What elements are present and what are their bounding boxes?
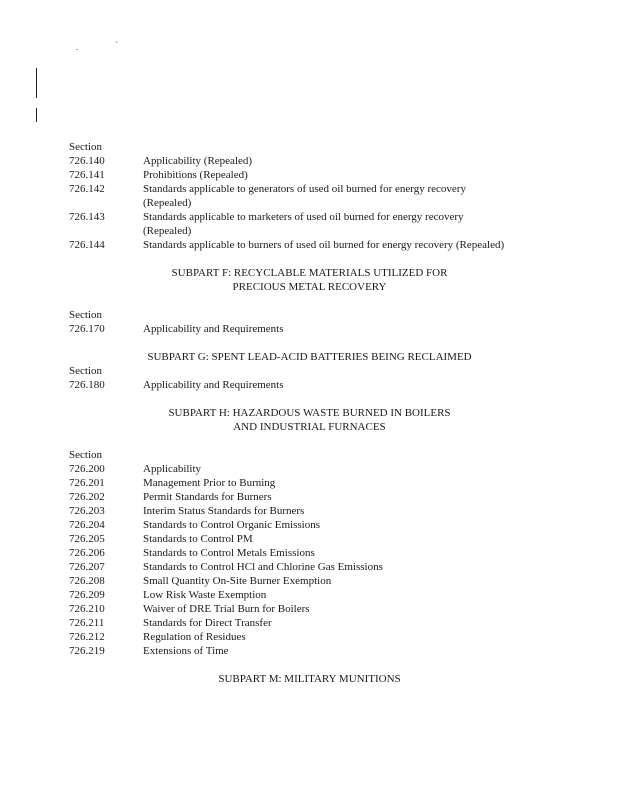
section-label: Section (69, 141, 102, 153)
section-number: 726.143 (69, 211, 105, 223)
scan-speck: . (76, 42, 79, 52)
section-title: Standards to Control PM (143, 533, 253, 545)
section-title-line: Standards applicable to marketers of used oil burned for energy recovery (143, 211, 464, 223)
section-number: 726.209 (69, 589, 105, 601)
revision-bar (36, 108, 37, 122)
section-title: Applicability (143, 463, 202, 475)
section-number: 726.207 (69, 561, 105, 573)
section-title: Applicability and Requirements (143, 323, 284, 335)
section-number: 726.208 (69, 575, 105, 587)
section-title: Management Prior to Burning (143, 477, 276, 489)
subpart-heading (0, 406, 619, 434)
section-number: 726.201 (69, 477, 105, 489)
section-number: 726.211 (69, 617, 105, 629)
section-number: 726.202 (69, 491, 105, 503)
section-title: Standards to Control Organic Emissions (143, 519, 321, 531)
section-title: Prohibitions (Repealed) (143, 169, 248, 181)
subpart-heading (0, 672, 619, 686)
subpart-heading-line: SUBPART G: SPENT LEAD-ACID BATTERIES BEING RECLAIMED (147, 351, 472, 363)
section-title: Regulation of Residues (143, 631, 246, 643)
section-title-line: Standards applicable to generators of used oil burned for energy recovery (143, 183, 466, 195)
section-number: 726.170 (69, 323, 105, 335)
section-number: 726.219 (69, 645, 105, 657)
section-title (143, 210, 464, 238)
section-number: 726.200 (69, 463, 105, 475)
section-title: Standards to Control Metals Emissions (143, 547, 315, 559)
section-number: 726.180 (69, 379, 105, 391)
section-title: Low Risk Waste Exemption (143, 589, 267, 601)
section-number: 726.203 (69, 505, 105, 517)
section-number: 726.142 (69, 183, 105, 195)
section-title: Small Quantity On-Site Burner Exemption (143, 575, 332, 587)
section-title: Interim Status Standards for Burners (143, 505, 305, 517)
section-title: Standards for Direct Transfer (143, 617, 272, 629)
subpart-heading-line: SUBPART M: MILITARY MUNITIONS (218, 673, 401, 685)
subpart-heading-line: PRECIOUS METAL RECOVERY (232, 281, 387, 293)
subpart-heading-line: SUBPART H: HAZARDOUS WASTE BURNED IN BOILERS (168, 407, 451, 419)
section-label: Section (69, 309, 102, 321)
section-title: Applicability (Repealed) (143, 155, 253, 167)
section-number: 726.205 (69, 533, 105, 545)
section-number: 726.204 (69, 519, 105, 531)
subpart-heading-line: AND INDUSTRIAL FURNACES (233, 421, 386, 433)
revision-bar (36, 68, 37, 98)
section-title-continuation: (Repealed) (143, 225, 192, 237)
section-title-continuation: (Repealed) (143, 197, 192, 209)
section-title: Waiver of DRE Trial Burn for Boilers (143, 603, 310, 615)
section-number: 726.141 (69, 169, 105, 181)
section-number: 726.210 (69, 603, 105, 615)
section-title: Standards to Control HCl and Chlorine Gas Emissions (143, 561, 383, 573)
section-title: Applicability and Requirements (143, 379, 284, 391)
section-title (143, 182, 466, 210)
section-title: Extensions of Time (143, 645, 229, 657)
section-number: 726.206 (69, 547, 105, 559)
section-number: 726.140 (69, 155, 105, 167)
section-number: 726.212 (69, 631, 105, 643)
subpart-heading-line: SUBPART F: RECYCLABLE MATERIALS UTILIZED FOR (171, 267, 448, 279)
section-title: Standards applicable to burners of used oil burned for energy recovery (Repealed) (143, 239, 505, 251)
section-label: Section (69, 365, 102, 377)
section-label: Section (69, 449, 102, 461)
scan-speck: ` (115, 40, 118, 50)
section-number: 726.144 (69, 239, 105, 251)
subpart-heading (0, 350, 619, 364)
subpart-heading (0, 266, 619, 294)
section-title: Permit Standards for Burners (143, 491, 272, 503)
